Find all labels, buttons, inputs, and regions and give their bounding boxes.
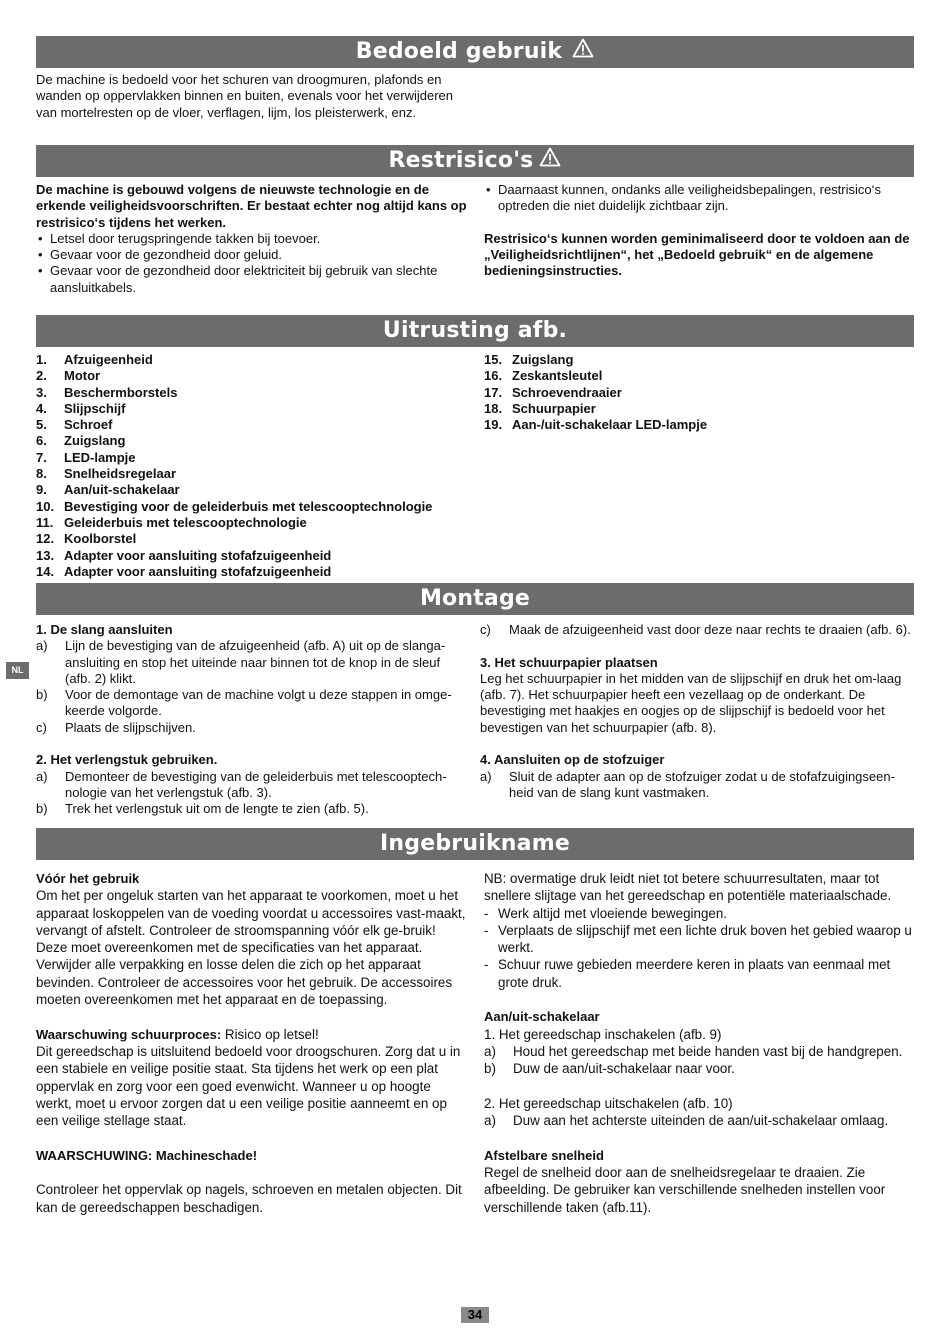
machine-damage-warning: WAARSCHUWING: Machineschade! <box>36 1147 258 1163</box>
warning-triangle-icon <box>572 36 594 68</box>
equipment-list-item <box>484 352 914 368</box>
item-label: Aan-/uit-schakelaar LED-lampje <box>512 417 708 433</box>
step-marker: a) <box>480 768 492 784</box>
item-label: Bevestiging voor de geleiderbuis met telescooptechnologie <box>64 498 433 514</box>
step-text: Duw de aan/uit-schakelaar naar voor. <box>513 1061 735 1077</box>
equipment-list-item <box>484 401 914 417</box>
paragraph: Controleer het oppervlak op nagels, schroeven en metalen objecten. Dit kan de gereedschappen beschadigen. <box>36 1182 462 1215</box>
subheading: Vóór het gebruik <box>36 871 140 886</box>
step-item <box>36 687 468 720</box>
warning-text: Risico op letsel! <box>221 1026 319 1042</box>
paragraph: NB: overmatige druk leidt niet tot betere schuurresultaten, maar tot snellere slijtage van het gereedschap en potentiële materiaalschade. <box>484 871 892 904</box>
section-header-residual-risks <box>36 145 914 177</box>
equipment-list-item <box>36 482 468 498</box>
item-number: 4. <box>36 400 47 416</box>
subheading: 3. Het schuurpapier plaatsen <box>480 654 658 670</box>
subheading: Afstelbare snelheid <box>484 1147 604 1163</box>
item-number: 17. <box>484 384 503 400</box>
paragraph: De machine is bedoeld voor het schuren van droogmuren, plafonds en wanden op oppervlakken binnen en buiten, evenals voor het verwijderen van mortelresten op de vloer, verflagen, lijm, los pleisterwerk, enz. <box>36 72 454 120</box>
step-text: Houd het gereedschap met beide handen vast bij de handgrepen. <box>513 1043 903 1059</box>
step-item <box>36 801 468 817</box>
equipment-list-item <box>36 564 468 580</box>
item-label: Koolborstel <box>64 531 137 547</box>
item-number: 11. <box>36 514 54 530</box>
section-title: Restrisico's <box>388 148 534 173</box>
step-marker: a) <box>484 1113 496 1129</box>
item-label: Slijpschijf <box>64 400 126 416</box>
list-item-text: Gevaar voor de gezondheid door geluid. <box>50 247 282 263</box>
item-number: 18. <box>484 400 503 416</box>
section-header-commissioning <box>36 828 914 860</box>
item-number: 6. <box>36 433 47 449</box>
equipment-list-item <box>36 466 468 482</box>
equipment-list-item <box>484 385 914 401</box>
section-header-assembly <box>36 583 914 615</box>
item-label: Zuigslang <box>512 352 574 367</box>
item-label: Schroevendraaier <box>512 384 622 400</box>
list-item <box>36 247 468 263</box>
item-number: 10. <box>36 498 55 514</box>
item-number: 9. <box>36 482 47 498</box>
item-label: Afzuigeenheid <box>64 352 153 367</box>
item-label: Schroef <box>64 417 113 433</box>
step-marker: a) <box>484 1043 496 1059</box>
language-tab: NL <box>6 662 29 679</box>
step-text: Sluit de adapter aan op de stofzuiger zodat u de stofafzuigingseen-heid van de slang kunt vastmaken. <box>509 768 895 800</box>
item-label: LED-lampje <box>64 449 136 465</box>
item-label: Aan/uit-schakelaar <box>64 482 180 498</box>
step-text: Demonteer de bevestiging van de geleiderbuis met telescooptech-nologie van het verlengstuk (afb. 3). <box>65 768 447 800</box>
dash-marker: - <box>484 922 489 938</box>
paragraph: Regel de snelheid door aan de snelheidsregelaar te draaien. Zie afbeelding. De gebruiker kan verschillende snelheden instellen voor verschillende taken (afb.11). <box>484 1165 886 1215</box>
assembly-right-column <box>480 622 914 801</box>
list-item-text: Verplaats de slijpschijf met een lichte druk boven het gebied waarop u werkt. <box>498 922 912 956</box>
equipment-list-item <box>36 352 468 368</box>
step-text: Maak de afzuigeenheid vast door deze naar rechts te draaien (afb. 6). <box>509 622 911 637</box>
list-item <box>36 231 468 247</box>
step-item <box>480 769 914 802</box>
step-item <box>36 720 468 736</box>
paragraph: 2. Het gereedschap uitschakelen (afb. 10) <box>484 1095 733 1111</box>
dash-marker: - <box>484 905 489 921</box>
step-marker: a) <box>36 768 48 784</box>
step-item <box>480 622 914 638</box>
commissioning-right-column <box>484 870 914 1216</box>
equipment-list-right <box>484 352 914 433</box>
section-title: Uitrusting afb. <box>382 318 568 343</box>
step-item <box>36 769 468 802</box>
step-marker: c) <box>36 719 47 735</box>
item-number: 19. <box>484 417 503 433</box>
section-header-intended-use <box>36 36 914 68</box>
section-header-equipment <box>36 315 914 347</box>
item-label: Geleiderbuis met telescooptechnologie <box>64 514 307 530</box>
equipment-list-item <box>36 531 468 547</box>
item-label: Beschermborstels <box>64 384 178 400</box>
step-item <box>36 638 468 687</box>
bullet-marker: • <box>486 182 491 197</box>
paragraph: Om het per ongeluk starten van het apparaat te voorkomen, moet u het apparaat loskoppelen van de voeding voordat u accessoires vast-maakt, vervangt of afstelt. Controleer de stroomspanning vóór elk ge-bruik! Deze moet overeenkomen met de specificaties van het apparaat. Verwijder alle verpakking en losse delen die zich op het apparaat bevinden. Controleer de accessoires voor het gebruik. De accessoires moeten overeenkomen met het apparaat en de toepassing. <box>36 888 466 1008</box>
item-label: Adapter voor aansluiting stofafzuigeenheid <box>64 563 332 579</box>
list-item-text: Gevaar voor de gezondheid door elektriciteit bij gebruik van slechte aansluitkabels. <box>50 263 438 295</box>
equipment-list-item <box>36 368 468 384</box>
commissioning-left-column <box>36 870 468 1216</box>
intended-use-text-block <box>36 72 456 121</box>
item-number: 12. <box>36 531 55 547</box>
step-marker: b) <box>36 687 48 703</box>
item-label: Schuurpapier <box>512 400 596 416</box>
equipment-list-item <box>36 401 468 417</box>
equipment-list-item <box>36 385 468 401</box>
item-number: 5. <box>36 417 47 433</box>
step-item <box>484 1060 914 1077</box>
item-number: 7. <box>36 449 47 465</box>
residual-risks-left-column <box>36 182 468 296</box>
equipment-list-item <box>36 433 468 449</box>
minimize-risks-bold: Restrisico‘s kunnen worden geminimaliseerd door te voldoen aan de „Veiligheidsrichtlijnen“, het „Bedoeld gebruik“ en de algemene bedieningsinstructies. <box>484 230 910 279</box>
list-item-text: Letsel door terugspringende takken bij toevoer. <box>50 230 321 246</box>
item-number: 2. <box>36 368 47 384</box>
bullet-marker: • <box>38 230 43 246</box>
intro-bold: De machine is gebouwd volgens de nieuwste technologie en de erkende veiligheidsvoorschriften. Er bestaat echter nog altijd kans op restrisico‘s tijdens het werken. <box>36 182 467 230</box>
step-marker: b) <box>484 1061 496 1077</box>
paragraph: 1. Het gereedschap inschakelen (afb. 9) <box>484 1026 722 1042</box>
step-marker: c) <box>480 622 491 637</box>
bullet-marker: • <box>38 263 43 279</box>
equipment-list-item <box>36 450 468 466</box>
item-number: 3. <box>36 384 47 400</box>
section-title: Montage <box>419 586 531 611</box>
list-item <box>36 263 468 296</box>
step-text: Voor de demontage van de machine volgt u deze stappen in omge-keerde volgorde. <box>65 687 452 719</box>
item-number: 14. <box>36 563 55 579</box>
bullet-marker: • <box>38 247 43 263</box>
item-number: 13. <box>36 547 55 563</box>
equipment-list-item <box>36 417 468 433</box>
list-item <box>484 182 914 215</box>
equipment-list-item <box>36 515 468 531</box>
paragraph: Dit gereedschap is uitsluitend bedoeld voor droogschuren. Zorg dat u in een stabiele en veilige positie staat. Sta tijdens het werk op een plat oppervlak en zorg voor een goed evenwicht. Wanneer u op hoogte werkt, moet u ervoor zorgen dat u een veilige positie aanneemt en op een veilige stellage staat. <box>36 1043 461 1129</box>
step-marker: b) <box>36 801 48 817</box>
equipment-list-item <box>36 499 468 515</box>
list-item <box>484 956 914 991</box>
item-number: 15. <box>484 352 503 367</box>
item-number: 16. <box>484 368 503 384</box>
equipment-list-item <box>484 368 914 384</box>
list-item-text: Werk altijd met vloeiende bewegingen. <box>498 905 728 921</box>
item-label: Zeskantsleutel <box>512 368 603 384</box>
list-item-text: Schuur ruwe gebieden meerdere keren in plaats van eenmaal met grote druk. <box>498 957 891 990</box>
item-number: 1. <box>36 352 47 367</box>
subheading: 1. De slang aansluiten <box>36 622 173 637</box>
dash-marker: - <box>484 957 489 973</box>
assembly-left-column <box>36 622 468 818</box>
equipment-list-item <box>484 417 914 433</box>
item-number: 8. <box>36 466 47 482</box>
section-title: Bedoeld gebruik <box>355 39 563 64</box>
step-text: Trek het verlengstuk uit om de lengte te zien (afb. 5). <box>65 801 369 817</box>
equipment-list-left <box>36 352 468 580</box>
item-label: Snelheidsregelaar <box>64 466 176 482</box>
residual-risks-right-column <box>484 182 914 280</box>
equipment-list-item <box>36 548 468 564</box>
list-item-text: Daarnaast kunnen, ondanks alle veiligheidsbepalingen, restrisico‘s optreden die niet duidelijk zichtbaar zijn. <box>498 182 882 214</box>
step-marker: a) <box>36 638 48 654</box>
subheading: Aan/uit-schakelaar <box>484 1009 600 1025</box>
list-item <box>484 905 914 922</box>
subheading: 2. Het verlengstuk gebruiken. <box>36 752 218 768</box>
item-label: Motor <box>64 368 101 384</box>
step-text: Plaats de slijpschijven. <box>65 719 196 735</box>
step-text: Duw aan het achterste uiteinden de aan/uit-schakelaar omlaag. <box>513 1113 889 1129</box>
step-text: Lijn de bevestiging van de afzuigeenheid (afb. A) uit op de slanga-ansluiting en stop het uiteinde naar binnen tot de knop in de sleuf (afb. 2) klikt. <box>65 638 446 686</box>
subheading: 4. Aansluiten op de stofzuiger <box>480 752 665 768</box>
item-label: Zuigslang <box>64 433 126 449</box>
section-title: Ingebruikname <box>380 831 570 856</box>
warning-triangle-icon <box>539 145 561 177</box>
paragraph: Leg het schuurpapier in het midden van de slijpschijf en druk het om-laag (afb. 7). Het schuurpapier heeft een vezellaag op de onderkant. De bevestiging met haakjes en oogjes op de slijpschijf is bedoeld voor het bevestigen van het schuurpapier (afb. 8). <box>480 670 902 735</box>
step-item <box>484 1043 914 1060</box>
page-number: 34 <box>461 1307 489 1323</box>
list-item <box>484 922 914 957</box>
step-item <box>484 1112 914 1129</box>
item-label: Adapter voor aansluiting stofafzuigeenheid <box>64 547 332 563</box>
warning-label: Waarschuwing schuurproces: <box>36 1026 222 1042</box>
